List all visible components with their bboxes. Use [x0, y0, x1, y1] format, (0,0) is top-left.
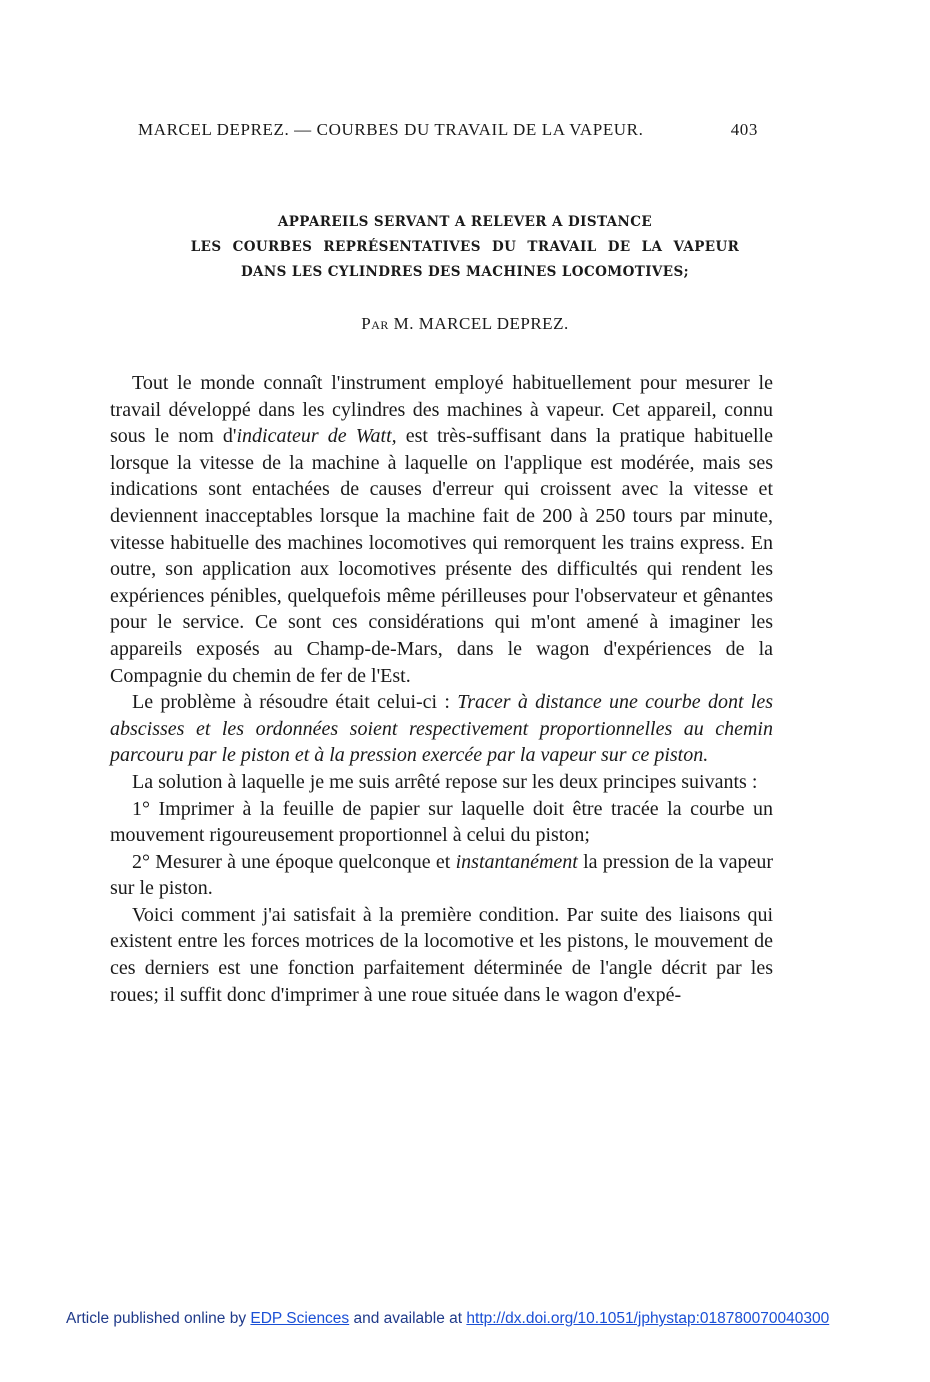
running-head-title: MARCEL DEPREZ. — COURBES DU TRAVAIL DE LA VAPEUR.	[138, 120, 644, 139]
doi-link[interactable]: http://dx.doi.org/10.1051/jphystap:018780070040300	[466, 1310, 830, 1327]
publication-footer	[66, 1310, 866, 1328]
byline-prefix: Par	[361, 314, 389, 333]
article-title-line-2: LES COURBES REPRÉSENTATIVES DU TRAVAIL DE LA VAPEUR	[190, 239, 740, 255]
page-number: 403	[730, 120, 758, 139]
article-body	[110, 370, 773, 1008]
paragraph-6: Voici comment j'ai satisfait à la première condition. Par suite des liaisons qui existent entre les forces motrices de la locomotive et les pistons, le mouvement de ces derniers est une fonction parfaitement déterminée de l'angle décrit par les roues; il suffit donc d'imprimer à une roue située dans le wagon d'expé-	[110, 903, 773, 1006]
article-title-line-3: DANS LES CYLINDRES DES MACHINES LOCOMOTIVES;	[240, 264, 690, 280]
paragraph-3: La solution à laquelle je me suis arrêté repose sur les deux principes suivants :	[132, 770, 758, 793]
footer-prefix: Article published online by	[66, 1310, 251, 1327]
paragraph-4: 1° Imprimer à la feuille de papier sur laquelle doit être tracée la courbe un mouvement rigoureusement proportionnel à celui du piston;	[110, 797, 773, 847]
paragraph-1	[110, 370, 773, 689]
article-title	[100, 210, 830, 285]
running-head	[138, 120, 758, 142]
footer-middle: and available at	[349, 1310, 467, 1327]
paragraph-2-emphasis: Tracer à distance une courbe dont les abscisses et les ordonnées soient respectivement proportionnelles au chemin parcouru par le piston et à la pression exercée par la vapeur sur ce piston.	[110, 691, 774, 767]
byline	[100, 314, 830, 334]
paragraph-5-text-b: la pression de la vapeur sur le piston.	[110, 850, 773, 900]
paragraph-1-emphasis: indicateur de Watt,	[236, 425, 397, 448]
paragraph-5-emphasis: instantanément	[455, 850, 578, 873]
paragraph-5	[110, 849, 773, 902]
byline-author: M. MARCEL DEPREZ.	[393, 314, 569, 333]
paragraph-2-text-a: Le problème à résoudre était celui-ci :	[132, 691, 458, 714]
paragraph-2	[110, 689, 773, 769]
paragraph-1-text-b: est très-suffisant dans la pratique habituelle lorsque la vitesse de la machine à laquelle on l'applique est modérée, mais ses indications sont entachées de causes d'erreur qui croissent avec la vitesse et deviennent inacceptables lorsque la machine fait de 200 à 250 tours par minute, vitesse habituelle des machines locomotives qui remorquent les trains express. En outre, son application aux locomotives présente des difficultés qui rendent les expériences pénibles, quelquefois même périlleuses pour l'observateur et gênantes pour le service. Ce sont ces considérations qui m'ont amené à imaginer les appareils exposés au Champ-de-Mars, dans le wagon d'expériences de la Compagnie du chemin de fer de l'Est.	[110, 425, 773, 687]
publisher-link[interactable]: EDP Sciences	[250, 1310, 350, 1327]
paragraph-1-text-a: Tout le monde connaît l'instrument employé habituellement pour mesurer le travail développé dans les cylindres des machines à vapeur. Cet appareil, connu sous le nom d'	[110, 372, 773, 448]
article-title-line-1: APPAREILS SERVANT A RELEVER A DISTANCE	[277, 214, 653, 230]
paragraph-5-text-a: 2° Mesurer à une époque quelconque et	[132, 850, 456, 873]
